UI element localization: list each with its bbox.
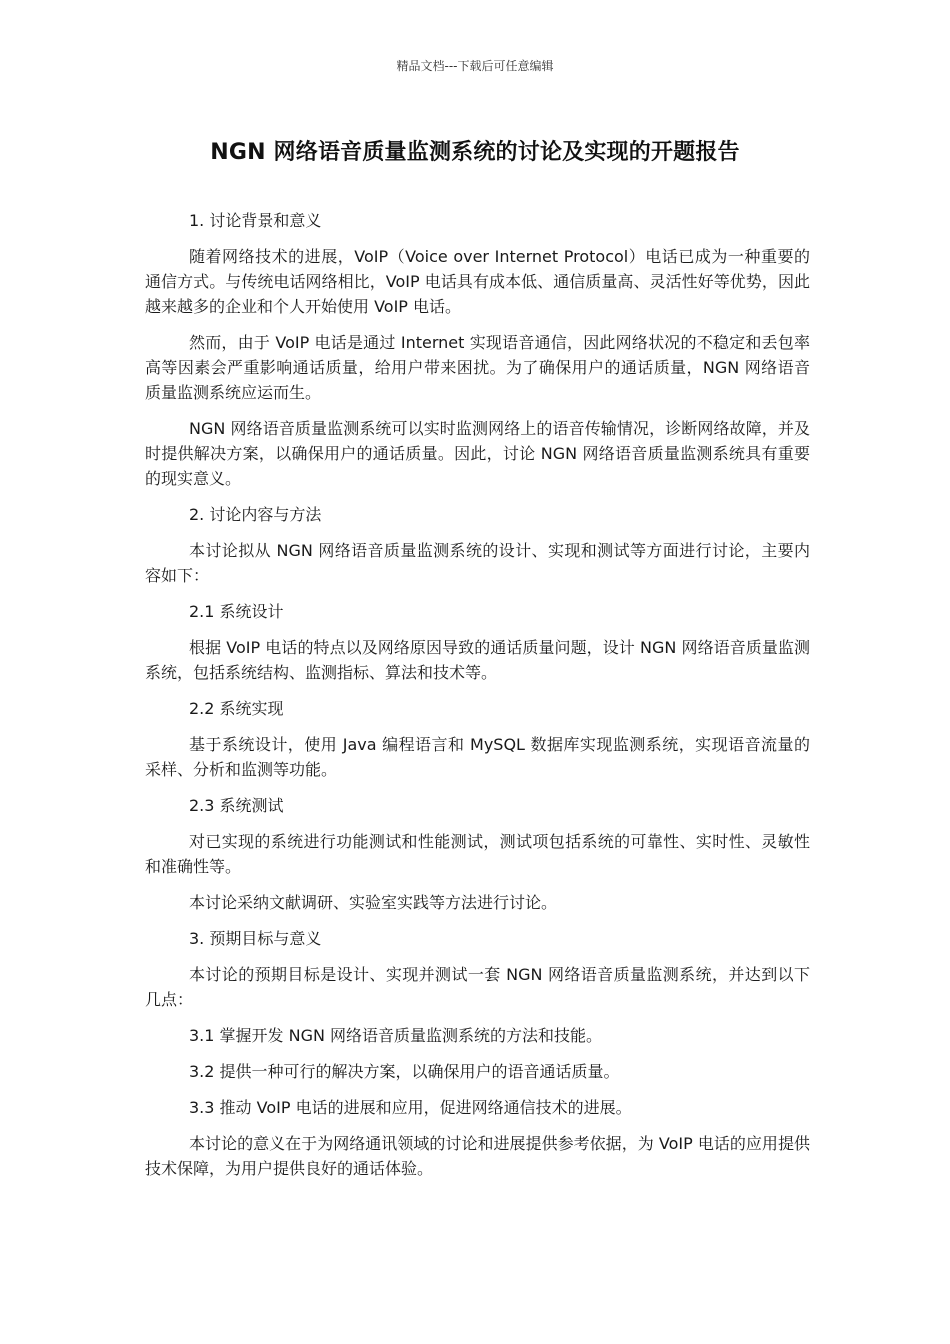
document-body — [145, 208, 810, 1192]
subsection-heading-implementation: 2.2 系统实现 — [189, 699, 284, 718]
subsection-heading-design: 2.1 系统设计 — [189, 602, 284, 621]
section-heading-goals: 3. 预期目标与意义 — [189, 929, 322, 948]
paragraph-background-3: NGN 网络语音质量监测系统可以实时监测网络上的语音传输情况，诊断网络故障，并及时提供解决方案，以确保用户的通话质量。因此，讨论 NGN 网络语音质量监测系统具有重要的现实意义。 — [145, 419, 810, 488]
goal-item-3: 3.3 推动 VoIP 电话的进展和应用，促进网络通信技术的进展。 — [189, 1098, 632, 1117]
goal-item-2: 3.2 提供一种可行的解决方案，以确保用户的语音通话质量。 — [189, 1062, 620, 1081]
paragraph-significance: 本讨论的意义在于为网络通讯领域的讨论和进展提供参考依据，为 VoIP 电话的应用提供技术保障，为用户提供良好的通话体验。 — [145, 1134, 810, 1178]
subsection-heading-testing: 2.3 系统测试 — [189, 796, 284, 815]
header-note: 精品文档---下载后可任意编辑 — [396, 59, 554, 73]
section-heading-background: 1. 讨论背景和意义 — [189, 211, 322, 230]
paragraph-content-intro: 本讨论拟从 NGN 网络语音质量监测系统的设计、实现和测试等方面进行讨论，主要内容如下： — [145, 541, 810, 585]
paragraph-testing: 对已实现的系统进行功能测试和性能测试，测试项包括系统的可靠性、实时性、灵敏性和准确性等。 — [145, 832, 810, 876]
goal-item-1: 3.1 掌握开发 NGN 网络语音质量监测系统的方法和技能。 — [189, 1026, 603, 1045]
paragraph-background-1: 随着网络技术的进展，VoIP（Voice over Internet Protocol）电话已成为一种重要的通信方式。与传统电话网络相比，VoIP 电话具有成本低、通信质量高、灵活性好等优势，因此越来越多的企业和个人开始使用 VoIP 电话。 — [145, 247, 810, 316]
document-title: NGN 网络语音质量监测系统的讨论及实现的开题报告 — [210, 140, 740, 165]
paragraph-method: 本讨论采纳文献调研、实验室实践等方法进行讨论。 — [189, 893, 558, 912]
section-heading-content-method: 2. 讨论内容与方法 — [189, 505, 322, 524]
paragraph-implementation: 基于系统设计，使用 Java 编程语言和 MySQL 数据库实现监测系统，实现语音流量的采样、分析和监测等功能。 — [145, 735, 810, 779]
paragraph-design: 根据 VoIP 电话的特点以及网络原因导致的通话质量问题，设计 NGN 网络语音质量监测系统，包括系统结构、监测指标、算法和技术等。 — [145, 638, 810, 682]
paragraph-background-2: 然而，由于 VoIP 电话是通过 Internet 实现语音通信，因此网络状况的不稳定和丢包率高等因素会严重影响通话质量，给用户带来困扰。为了确保用户的通话质量，NGN 网络语音质量监测系统应运而生。 — [145, 333, 810, 402]
paragraph-goals-intro: 本讨论的预期目标是设计、实现并测试一套 NGN 网络语音质量监测系统，并达到以下几点： — [145, 965, 810, 1009]
